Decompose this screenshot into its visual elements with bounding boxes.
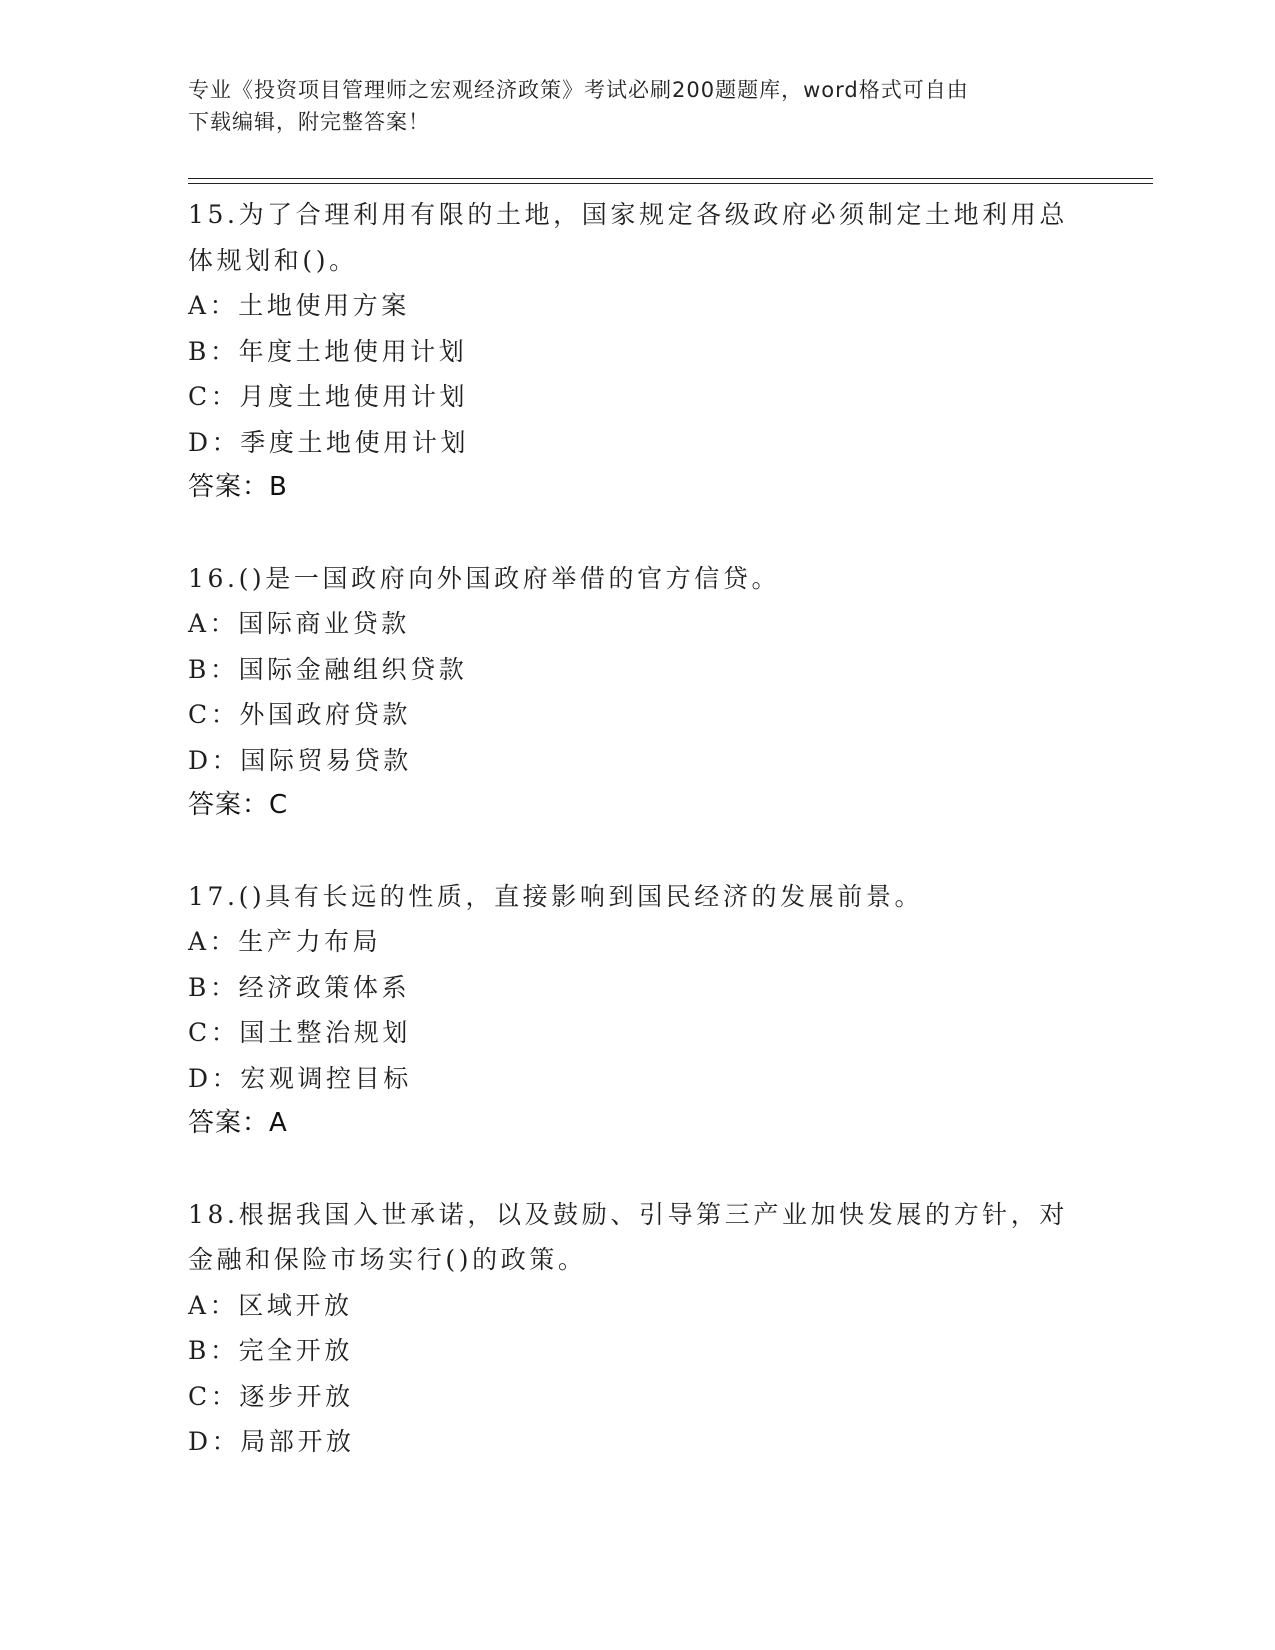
option-a: A：土地使用方案	[188, 291, 410, 320]
option-d: D：宏观调控目标	[188, 1063, 412, 1093]
question-17	[188, 874, 1088, 1147]
header-line-1: 专业《投资项目管理师之宏观经济政策》考试必刷200题题库，word格式可自由	[188, 78, 969, 102]
answer-label: 答案：B	[188, 472, 288, 502]
header-divider-bottom	[188, 183, 1153, 184]
option-d: D：国际贸易贷款	[188, 745, 412, 775]
question-stem-line-1: ()具有长远的性质，直接影响到国民经济的发展前景。	[238, 881, 924, 911]
document-header	[188, 74, 1088, 138]
question-stem-line-1: 为了合理利用有限的土地，国家规定各级政府必须制定土地利用总	[238, 200, 1068, 229]
question-stem-line-2: 体规划和()。	[188, 245, 358, 275]
option-b: B：年度土地使用计划	[188, 336, 468, 366]
option-d: D：季度土地使用计划	[188, 427, 470, 457]
option-d: D：局部开放	[188, 1427, 355, 1456]
question-stem	[188, 192, 1088, 238]
question-stem	[188, 556, 1088, 602]
question-stem-line-2: 金融和保险市场实行()的政策。	[188, 1245, 587, 1274]
question-16	[188, 556, 1088, 829]
option-c: C：外国政府贷款	[188, 700, 411, 729]
option-b: B：经济政策体系	[188, 972, 411, 1002]
header-divider-top	[188, 178, 1153, 179]
option-a: A：国际商业贷款	[188, 609, 410, 638]
question-18	[188, 1192, 1088, 1465]
question-stem	[188, 874, 1088, 920]
question-15	[188, 192, 1088, 511]
question-stem	[188, 1192, 1088, 1238]
question-number: 18.	[188, 1199, 239, 1229]
question-stem-line-1: ()是一国政府向外国政府举借的官方信贷。	[238, 563, 781, 593]
option-c: C：逐步开放	[188, 1381, 354, 1411]
option-c: C：月度土地使用计划	[188, 382, 469, 411]
question-number: 16.	[188, 563, 239, 593]
question-stem-line-1: 根据我国入世承诺，以及鼓励、引导第三产业加快发展的方针，对	[238, 1199, 1068, 1229]
question-number: 15.	[188, 200, 239, 229]
answer-label: 答案：A	[188, 1108, 288, 1138]
answer-label: 答案：C	[188, 790, 289, 820]
option-a: A：生产力布局	[188, 927, 382, 956]
option-c: C：国土整治规划	[188, 1018, 411, 1047]
option-a: A：区域开放	[188, 1290, 353, 1320]
option-b: B：完全开放	[188, 1336, 353, 1365]
header-line-2: 下载编辑，附完整答案！	[188, 110, 430, 134]
option-b: B：国际金融组织贷款	[188, 654, 468, 684]
question-list	[188, 192, 1088, 1510]
question-number: 17.	[188, 881, 239, 911]
